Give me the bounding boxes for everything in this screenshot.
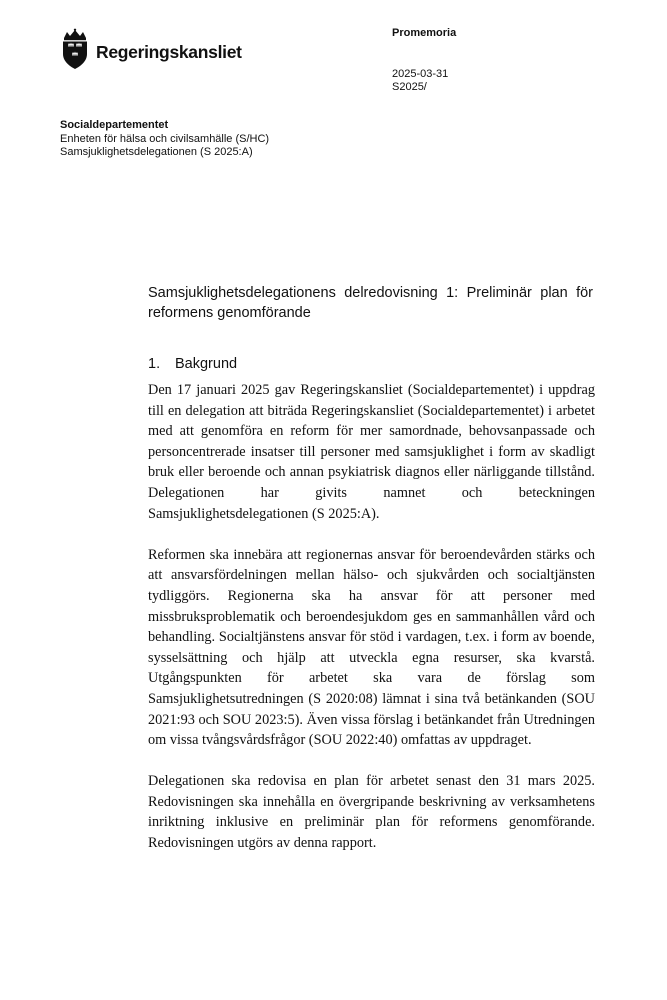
department-unit: Enheten för hälsa och civilsamhälle (S/HC) [60, 132, 270, 145]
section-number: 1. [148, 356, 161, 372]
document-type: Promemoria [392, 27, 457, 39]
regeringskansliet-logo [60, 28, 242, 70]
logo-text: Regeringskansliet [96, 41, 242, 62]
document-title: Samsjuklighetsdelegationens delredovisning 1: Preliminär plan för reformens genomförande [148, 285, 593, 321]
paragraph: Reformen ska innebära att regionernas ansvar för beroendevården stärks och att ansvarsfördelningen mellan hälso- och sjukvården och socialtjänsten tydliggörs. Regionerna ska ha ansvar för att personer med missbruksproblematik och beroendesjukdom ges en sammanhållen vård och behandling. Socialtjänstens ansvar för stöd i vardagen, t.ex. i form av boende, sysselsättning och hjälp att utveckla egna resurser, ska kvarstå. Utgångspunkten för arbetet ska vara de förslag som Samsjuklighetsutredningen (S 2020:08) lämnat i sina två betänkanden (SOU 2021:93 och SOU 2023:5). Även vissa förslag i betänkandet från Utredningen om vissa tvångsvårdsfrågor (SOU 2022:40) omfattas av uppdraget. [148, 546, 595, 749]
body-text [148, 380, 595, 874]
document-meta [392, 68, 448, 94]
department-block [60, 119, 269, 160]
delegation-name: Samsjuklighetsdelegationen (S 2025:A) [60, 146, 253, 158]
document-date: 2025-03-31 [392, 68, 449, 80]
paragraph: Delegationen ska redovisa en plan för arbetet senast den 31 mars 2025. Redovisningen ska innehålla en övergripande beskrivning av verksamhetens inriktning inklusive en preliminär plan för reformens genomförande. Redovisningen utgörs av denna rapport. [148, 773, 595, 852]
section-title: Bakgrund [175, 356, 238, 372]
department-name: Socialdepartementet [60, 119, 169, 131]
document-reference: S2025/ [392, 81, 427, 93]
section-heading [148, 356, 237, 372]
crown-three-crowns-icon [60, 28, 90, 70]
paragraph: Den 17 januari 2025 gav Regeringskansliet (Socialdepartementet) i uppdrag till en delegation att biträda Regeringskansliet (Socialdepartementet) i arbetet med att genomföra en reform för mer samordnade, behovsanpassade och personcentrerade insatser till personer med samsjuklighet i form av skadligt bruk eller beroende och annan psykiatrisk diagnos eller närliggande tillstånd. Delegationen har givits namnet och beteckningen Samsjuklighetsdelegationen (S 2025:A). [148, 382, 595, 522]
